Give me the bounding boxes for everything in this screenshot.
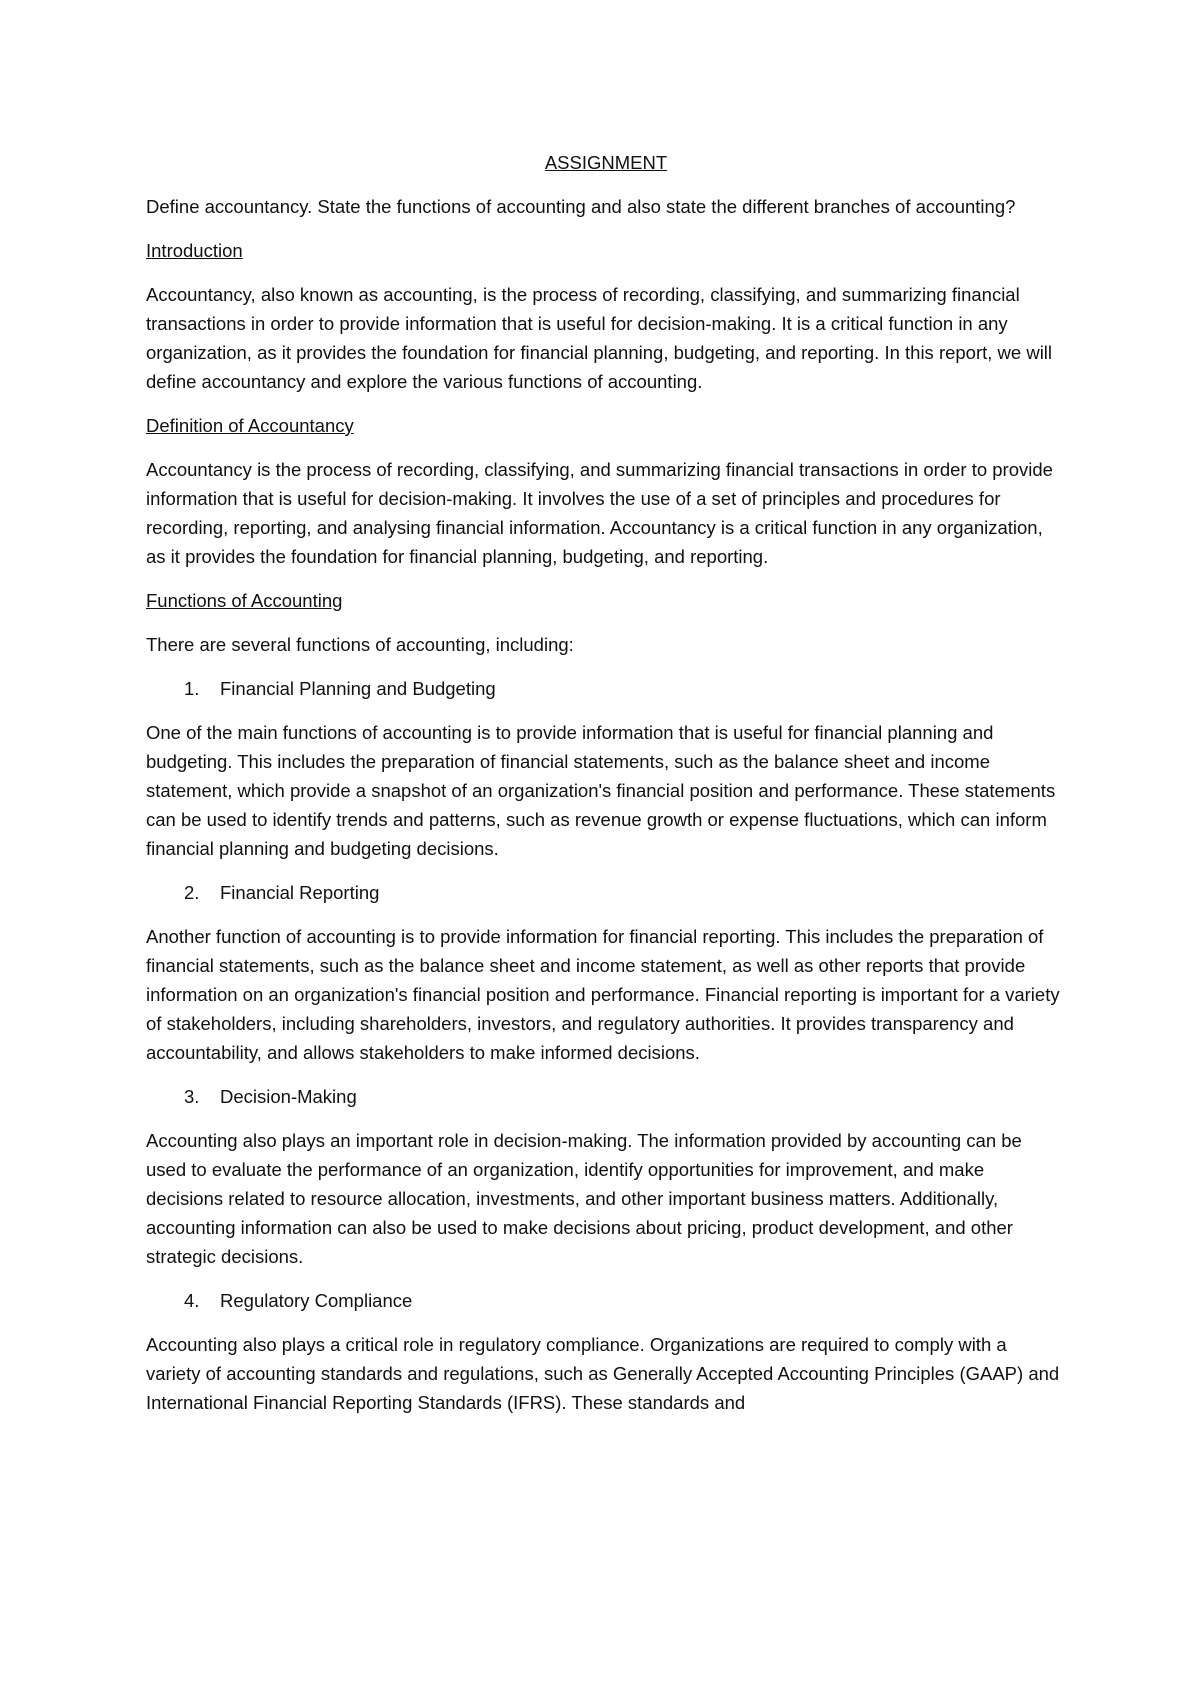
list-item-title: Regulatory Compliance (220, 1290, 413, 1311)
functions-heading: Functions of Accounting (146, 590, 343, 611)
list-item-title: Financial Planning and Budgeting (220, 678, 496, 699)
list-item (146, 1286, 1066, 1315)
page-title: ASSIGNMENT (544, 152, 668, 173)
function-paragraph: Accounting also plays an important role in decision-making. The information provided by accounting can be used to evaluate the performance of an organization, identify opportunities for improvement, and make decisions related to resource allocation, investments, and other important business matters. Additionally, accounting information can also be used to make decisions about pricing, product development, and other strategic decisions. (146, 1130, 1022, 1267)
assignment-question: Define accountancy. State the functions of accounting and also state the different branches of accounting? (146, 196, 1016, 217)
list-number: 4. (184, 1290, 200, 1311)
introduction-paragraph: Accountancy, also known as accounting, is the process of recording, classifying, and summarizing financial transactions in order to provide information that is useful for decision-making. It is a critical function in any organization, as it provides the foundation for financial planning, budgeting, and reporting. In this report, we will define accountancy and explore the various functions of accounting. (146, 284, 1053, 392)
document-content (146, 148, 1066, 1432)
function-paragraph: One of the main functions of accounting is to provide information that is useful for financial planning and budgeting. This includes the preparation of financial statements, such as the balance sheet and income statement, which provide a snapshot of an organization's financial position and performance. These statements can be used to identify trends and patterns, such as revenue growth or expense fluctuations, which can inform financial planning and budgeting decisions. (146, 722, 1056, 859)
definition-heading: Definition of Accountancy (146, 415, 354, 436)
list-number: 2. (184, 882, 200, 903)
introduction-heading: Introduction (146, 240, 243, 261)
list-item (146, 878, 1066, 907)
list-item-title: Financial Reporting (220, 882, 380, 903)
functions-intro: There are several functions of accounting, including: (146, 634, 574, 655)
list-item (146, 674, 1066, 703)
function-paragraph: Another function of accounting is to provide information for financial reporting. This includes the preparation of financial statements, such as the balance sheet and income statement, as well as other reports that provide information on an organization's financial position and performance. Financial reporting is important for a variety of stakeholders, including shareholders, investors, and regulatory authorities. It provides transparency and accountability, and allows stakeholders to make informed decisions. (146, 926, 1060, 1063)
list-number: 3. (184, 1086, 200, 1107)
function-paragraph: Accounting also plays a critical role in regulatory compliance. Organizations are required to comply with a variety of accounting standards and regulations, such as Generally Accepted Accounting Principles (GAAP) and International Financial Reporting Standards (IFRS). These standards and (146, 1334, 1060, 1413)
list-number: 1. (184, 678, 200, 699)
list-item (146, 1082, 1066, 1111)
list-item-title: Decision-Making (220, 1086, 357, 1107)
definition-paragraph: Accountancy is the process of recording, classifying, and summarizing financial transactions in order to provide information that is useful for decision-making. It involves the use of a set of principles and procedures for recording, reporting, and analysing financial information. Accountancy is a critical function in any organization, as it provides the foundation for financial planning, budgeting, and reporting. (146, 459, 1053, 567)
